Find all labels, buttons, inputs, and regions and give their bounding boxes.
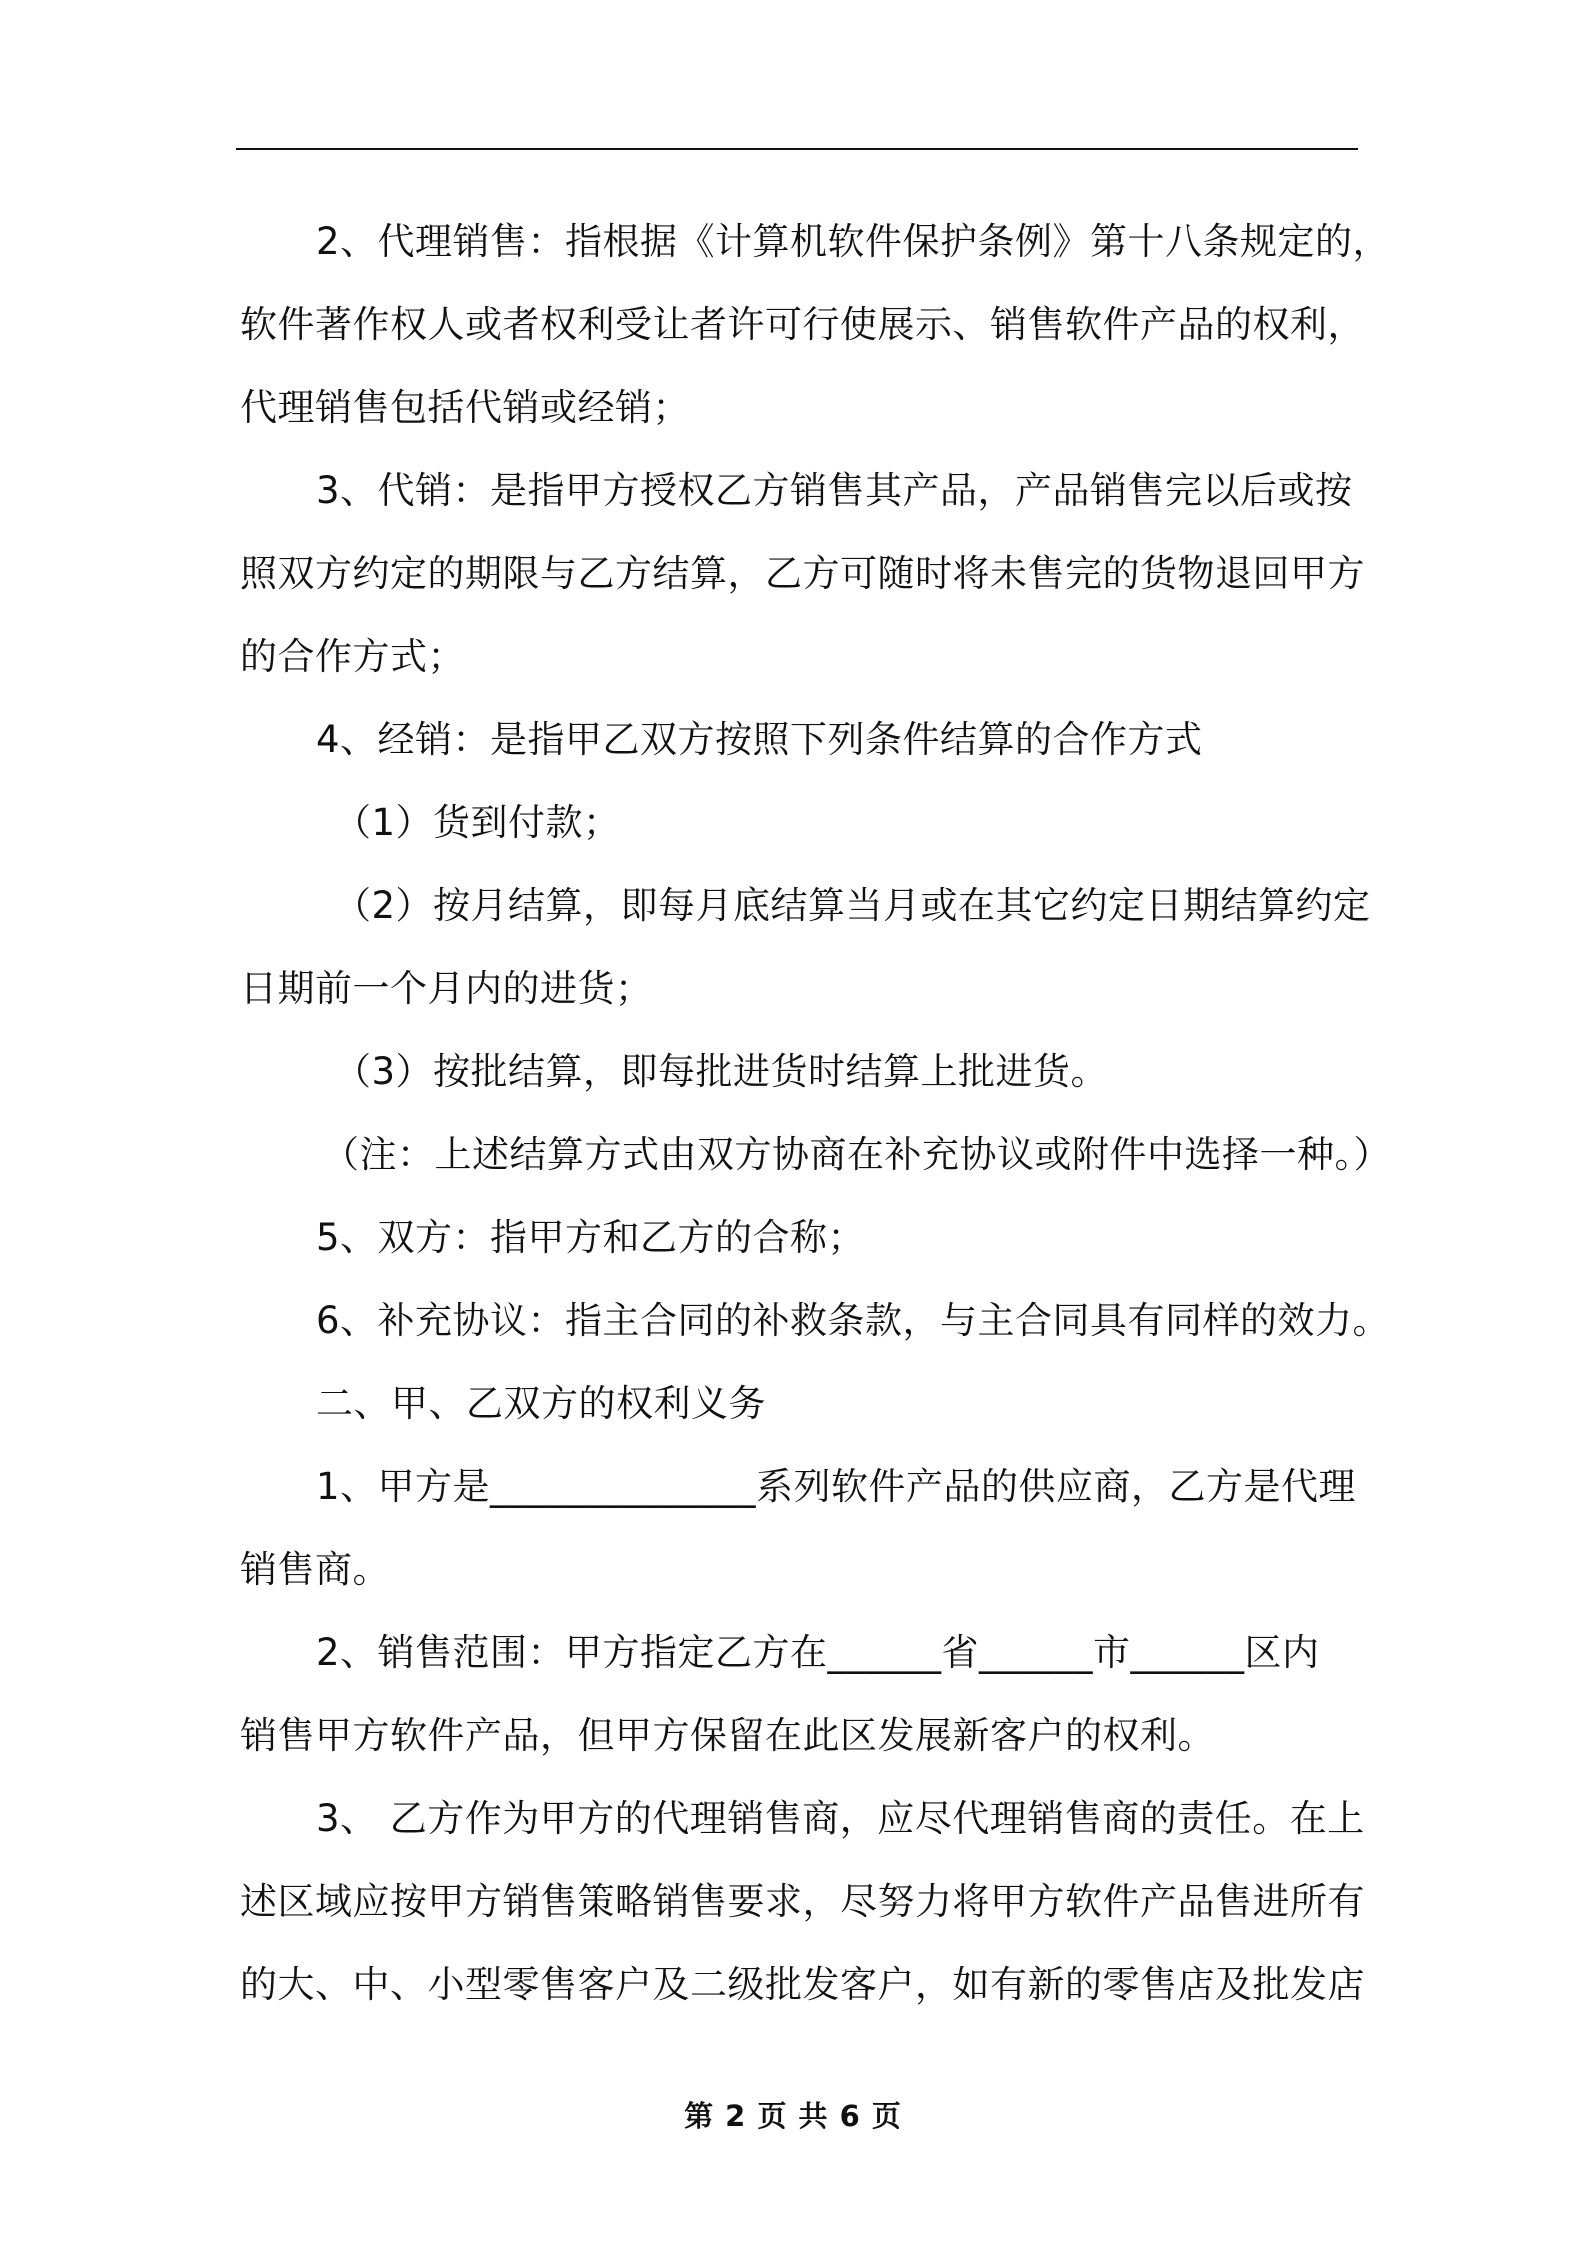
page-number: 第 2 页 共 6 页 — [684, 2099, 902, 2133]
section-heading: 二、甲、乙双方的权利义务 — [316, 1382, 766, 1425]
text-line: 3、 乙方作为甲方的代理销售商，应尽代理销售商的责任。在上 — [316, 1797, 1365, 1840]
text-line: 2、销售范围：甲方指定乙方在______省______市______区内 — [316, 1631, 1320, 1674]
text-line: 代理销售包括代销或经销； — [240, 386, 690, 429]
text-line: 述区域应按甲方销售策略销售要求，尽努力将甲方软件产品售进所有 — [240, 1880, 1365, 1923]
text-line: 照双方约定的期限与乙方结算，乙方可随时将未售完的货物退回甲方 — [240, 552, 1365, 595]
text-line: 日期前一个月内的进货； — [240, 967, 653, 1010]
text-line: 的大、中、小型零售客户及二级批发客户，如有新的零售店及批发店 — [240, 1963, 1365, 2006]
text-line: （1）货到付款； — [334, 801, 621, 844]
document-body — [240, 200, 1391, 2026]
text-line: 销售甲方软件产品，但甲方保留在此区发展新客户的权利。 — [240, 1714, 1215, 1757]
text-line: 1、甲方是______________系列软件产品的供应商，乙方是代理 — [316, 1465, 1357, 1508]
text-line: 2、代理销售：指根据《计算机软件保护条例》第十八条规定的， — [316, 220, 1391, 263]
text-line: 4、经销：是指甲乙双方按照下列条件结算的合作方式 — [316, 718, 1203, 761]
text-line: （2）按月结算，即每月底结算当月或在其它约定日期结算约定 — [334, 884, 1371, 927]
text-line: （3）按批结算，即每批进货时结算上批进货。 — [334, 1050, 1109, 1093]
text-line: 6、补充协议：指主合同的补救条款，与主合同具有同样的效力。 — [316, 1299, 1391, 1342]
text-line: （注：上述结算方式由双方协商在补充协议或附件中选择一种。） — [322, 1133, 1391, 1176]
text-line: 软件著作权人或者权利受让者许可行使展示、销售软件产品的权利， — [240, 303, 1365, 346]
text-line: 5、双方：指甲方和乙方的合称； — [316, 1216, 866, 1259]
text-line: 的合作方式； — [240, 635, 465, 678]
text-line: 销售商。 — [240, 1548, 390, 1591]
header-rule — [236, 148, 1358, 150]
text-line: 3、代销：是指甲方授权乙方销售其产品，产品销售完以后或按 — [316, 469, 1353, 512]
